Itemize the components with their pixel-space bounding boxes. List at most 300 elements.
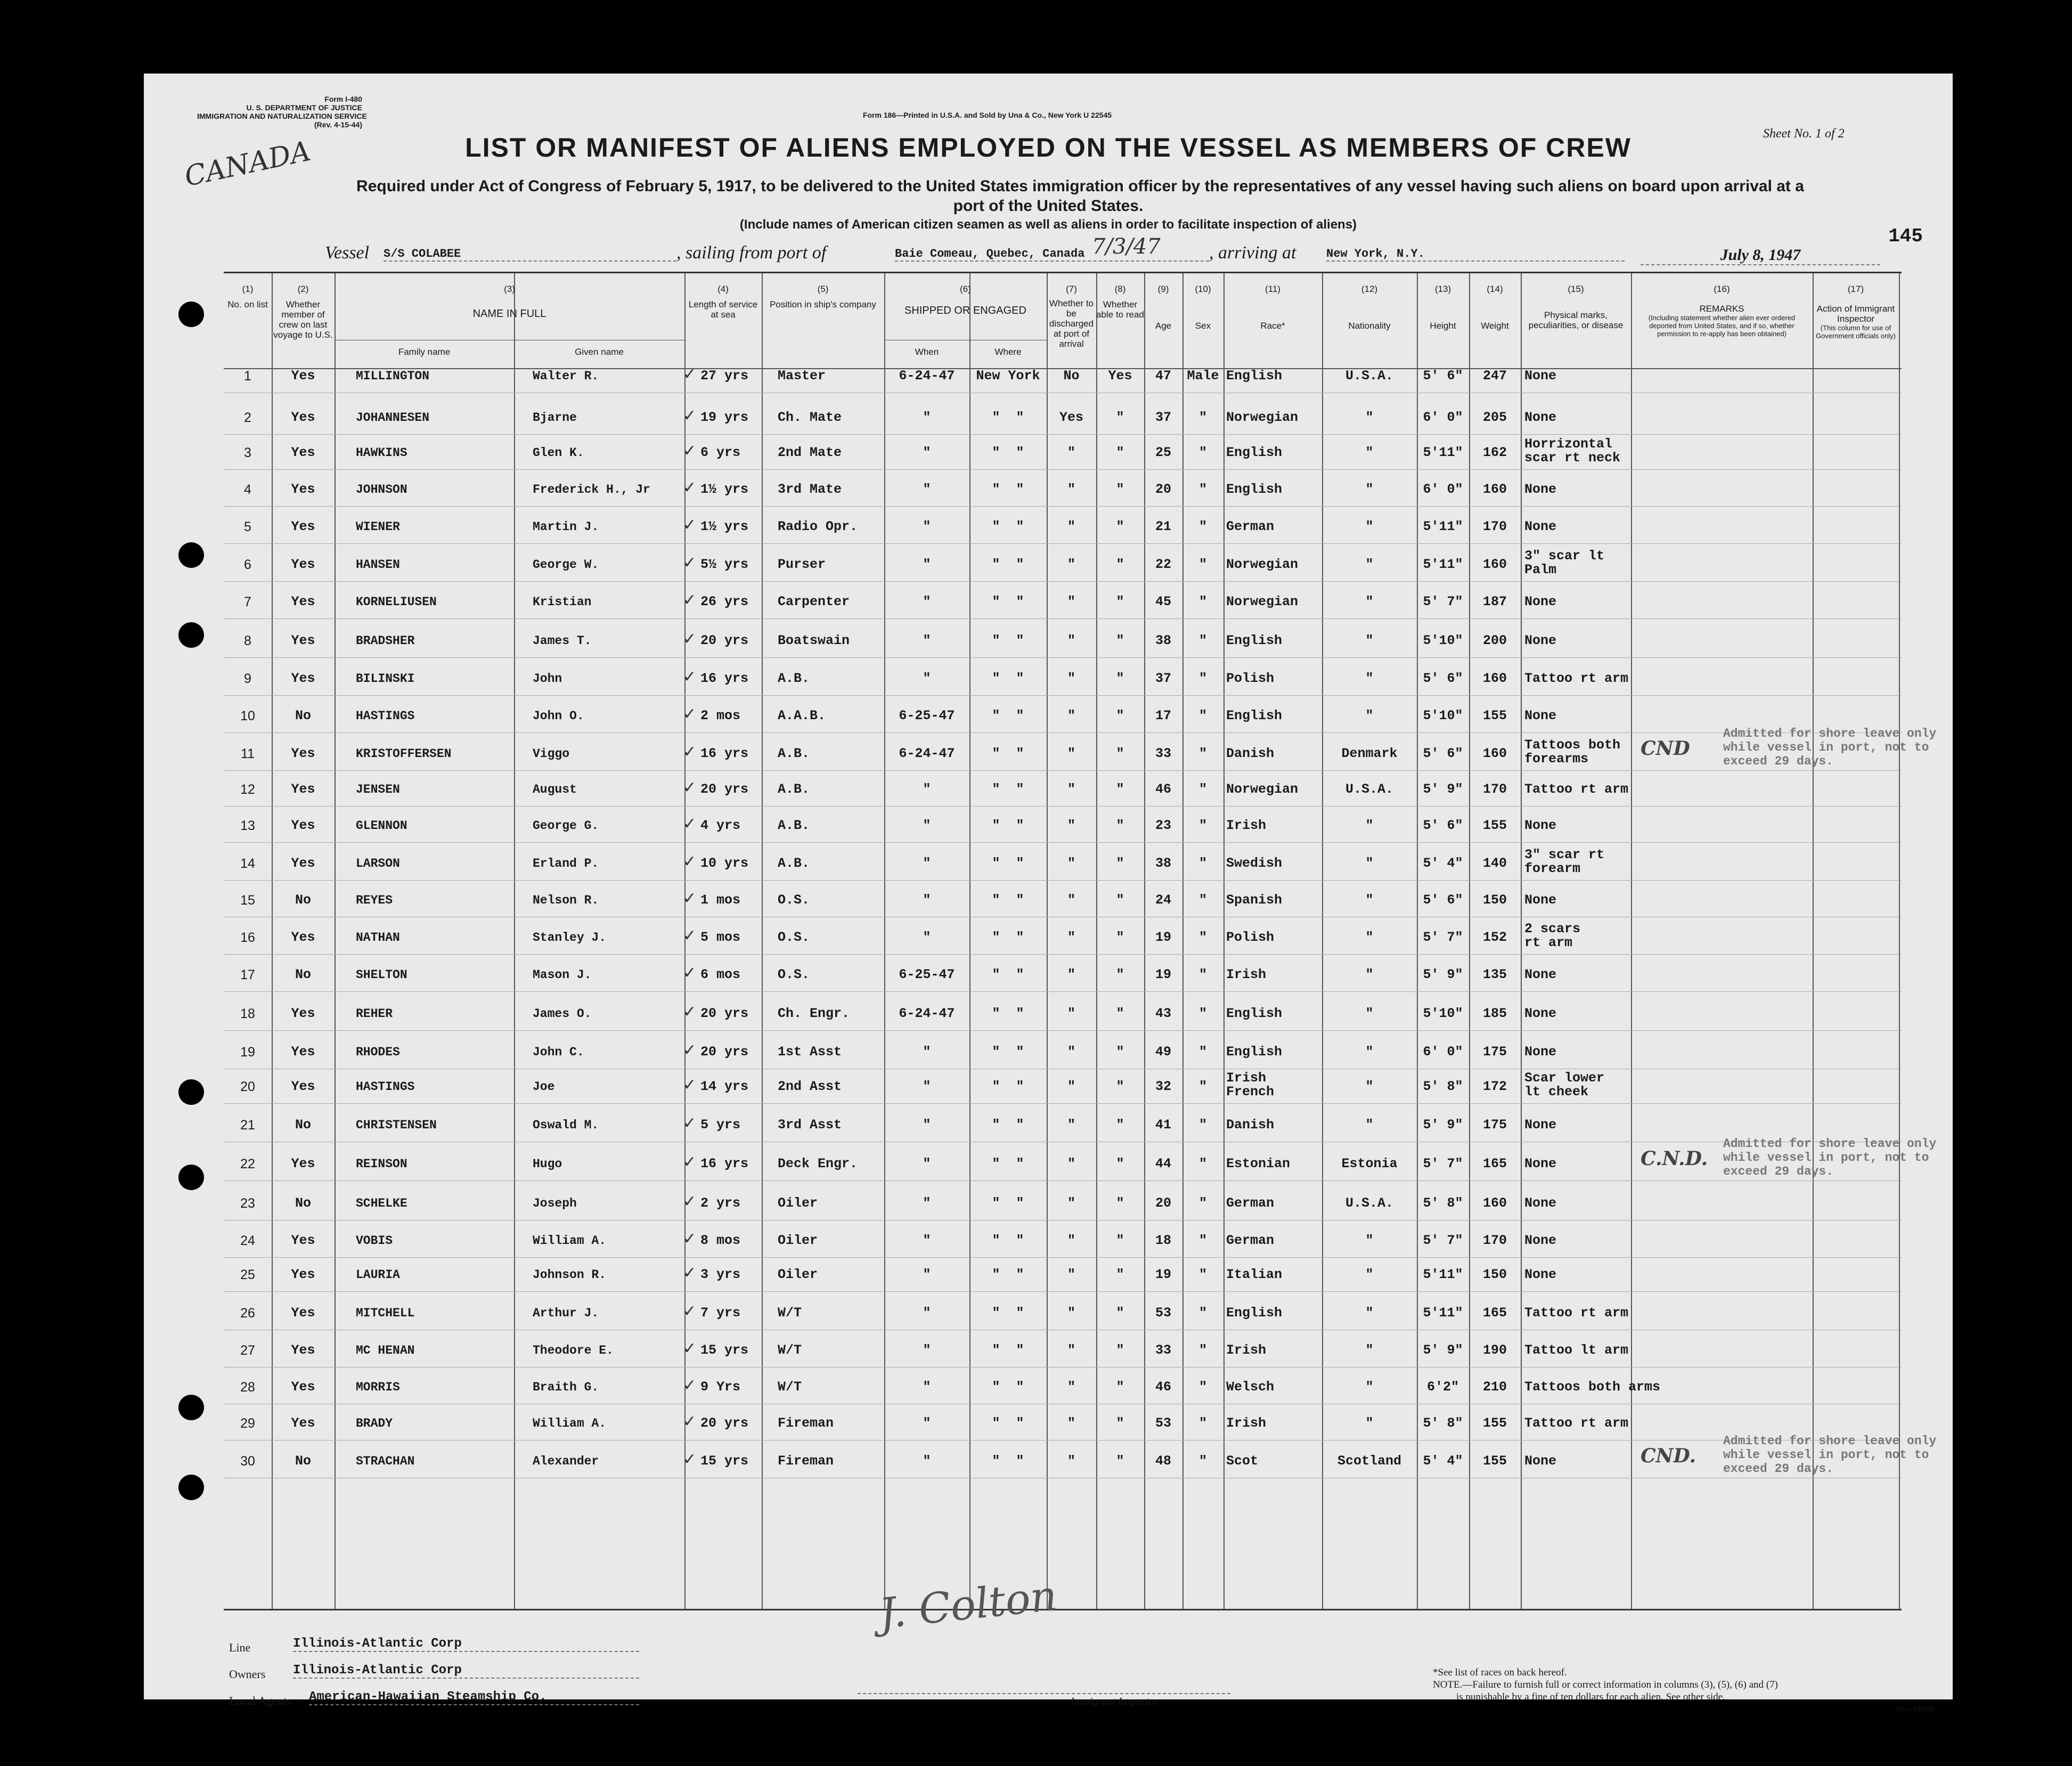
check-mark: ✓ (683, 926, 697, 945)
row-number: 7 (244, 595, 251, 609)
punch-hole (178, 1395, 204, 1420)
physical-marks: None (1524, 482, 1557, 497)
given-name: Glen K. (533, 446, 584, 460)
races-note: *See list of races on back hereof. (1433, 1667, 1567, 1678)
physical-marks: Scar lower lt cheek (1524, 1070, 1605, 1100)
service-length: 20 yrs (700, 633, 749, 648)
family-name: BRADSHER (356, 634, 415, 648)
age: 19 (1155, 1267, 1171, 1282)
shipped-when: " (923, 1044, 931, 1060)
sex: " (1198, 445, 1207, 460)
shipped-when: 6-25-47 (899, 708, 955, 723)
discharged: " (1067, 482, 1075, 497)
discharged: " (1067, 633, 1075, 648)
shipped-where: New York (976, 368, 1040, 384)
row-number: 2 (244, 410, 251, 425)
check-mark: ✓ (683, 1153, 697, 1171)
physical-marks: None (1524, 708, 1557, 723)
physical-marks: None (1524, 633, 1557, 648)
service-length: 5½ yrs (700, 557, 749, 572)
shipped-when: 6-24-47 (899, 368, 955, 384)
row-number: 24 (240, 1233, 255, 1248)
given-name: James O. (533, 1007, 592, 1021)
discharged: " (1067, 671, 1075, 686)
form-identifier-block (197, 95, 367, 129)
vessel-label: Vessel (325, 243, 370, 263)
header-col-9: (9) Age (1155, 284, 1172, 331)
punch-hole (178, 302, 204, 327)
age: 25 (1155, 445, 1171, 460)
physical-marks: Horrizontal scar rt neck (1524, 436, 1621, 466)
header-col-11: (11) Race* (1260, 284, 1285, 331)
discharged: " (1067, 1195, 1075, 1211)
given-name: Bjarne (533, 411, 577, 425)
age: 33 (1155, 1342, 1171, 1358)
sex: " (1198, 1267, 1207, 1282)
nationality: " (1365, 1305, 1374, 1321)
position: Deck Engr. (778, 1156, 858, 1171)
able-to-read: " (1116, 671, 1124, 686)
family-name: GLENNON (356, 819, 407, 833)
page-title: LIST OR MANIFEST OF ALIENS EMPLOYED ON THE VESSEL AS MEMBERS OF CREW (465, 133, 1632, 162)
service-length: 10 yrs (700, 856, 749, 871)
position: W/T (778, 1379, 802, 1395)
height: 5' 7" (1423, 594, 1463, 609)
family-name: REHER (356, 1007, 393, 1021)
height: 5' 9" (1423, 1342, 1463, 1358)
physical-marks: None (1524, 1233, 1557, 1248)
height: 5' 6" (1423, 892, 1463, 908)
last-voyage: Yes (291, 445, 315, 460)
shipped-where: " " (992, 410, 1024, 425)
shipped-when: " (923, 818, 931, 833)
row-number: 11 (241, 746, 255, 761)
physical-marks: Tattoos both arms (1524, 1379, 1661, 1395)
service-length: 19 yrs (700, 410, 749, 425)
check-mark: ✓ (683, 554, 697, 572)
age: 37 (1155, 410, 1171, 425)
given-name: Kristian (533, 595, 592, 609)
form-code: 16—19349 (1895, 1705, 1934, 1714)
position: Oiler (778, 1233, 818, 1248)
family-name: JENSEN (356, 783, 400, 796)
discharged: " (1067, 1233, 1075, 1248)
nationality: " (1365, 930, 1374, 945)
nationality: " (1365, 410, 1374, 425)
row-number: 25 (240, 1267, 255, 1282)
line-label: Line (229, 1641, 251, 1654)
height: 5'10" (1423, 1006, 1463, 1021)
check-mark: ✓ (683, 852, 697, 871)
shipped-where: " " (992, 1233, 1024, 1248)
row-number: 15 (240, 893, 255, 908)
row-number: 16 (240, 930, 255, 945)
punch-hole (178, 1079, 204, 1105)
vessel-name: S/S COLABEE (384, 247, 676, 262)
weight: 162 (1482, 445, 1507, 460)
family-name: MORRIS (356, 1380, 400, 1394)
age: 38 (1155, 633, 1171, 648)
age: 46 (1155, 1379, 1171, 1395)
service-length: 1 mos (700, 892, 741, 908)
discharged: " (1067, 1267, 1075, 1282)
family-name: HANSEN (356, 558, 400, 572)
arrival-port: New York, N.Y. (1326, 247, 1625, 262)
discharged: " (1067, 1079, 1075, 1094)
service-length: 15 yrs (700, 1453, 749, 1469)
sex: " (1198, 1117, 1207, 1133)
able-to-read: " (1116, 818, 1124, 833)
shipped-where: " " (992, 856, 1024, 871)
sex: " (1198, 930, 1207, 945)
revision: (Rev. 4-15-44) (314, 120, 362, 129)
position: O.S. (778, 892, 810, 908)
shipped-when: " (923, 482, 931, 497)
height: 5'11" (1423, 1267, 1463, 1282)
given-name: William A. (533, 1234, 607, 1248)
sailing-label: , sailing from port of (676, 243, 827, 263)
header-col-15: (15) Physical marks, peculiarities, or disease (1528, 284, 1624, 330)
position: W/T (778, 1342, 802, 1358)
discharged: " (1067, 1305, 1075, 1321)
discharged: " (1067, 1342, 1075, 1358)
height: 5' 6" (1423, 368, 1463, 384)
weight: 160 (1482, 746, 1507, 761)
able-to-read: " (1116, 746, 1124, 761)
given-name: Theodore E. (533, 1344, 614, 1357)
punch-hole (178, 542, 204, 568)
position: A.B. (778, 746, 810, 761)
check-mark: ✓ (683, 668, 697, 686)
race: Norwegian (1226, 782, 1299, 797)
able-to-read: " (1116, 633, 1124, 648)
row-number: 28 (240, 1380, 255, 1395)
row-number: 10 (240, 709, 255, 723)
last-voyage: Yes (291, 782, 315, 797)
discharged: " (1067, 930, 1075, 945)
last-voyage: Yes (291, 746, 315, 761)
position: 3rd Asst (778, 1117, 842, 1133)
position: 2nd Mate (778, 445, 842, 460)
given-name: Braith G. (533, 1380, 599, 1394)
sex: " (1198, 856, 1207, 871)
able-to-read: " (1116, 856, 1124, 871)
weight: 150 (1482, 892, 1507, 908)
weight: 190 (1482, 1342, 1507, 1358)
check-mark: ✓ (683, 442, 697, 460)
discharged: " (1067, 1415, 1075, 1431)
weight: 185 (1482, 1006, 1507, 1021)
sailing-port: Baie Comeau, Quebec, Canada (895, 247, 1209, 262)
row-number: 5 (244, 519, 251, 534)
nationality: Denmark (1341, 746, 1398, 761)
discharged: " (1067, 594, 1075, 609)
race: English (1226, 445, 1283, 460)
able-to-read: " (1116, 594, 1124, 609)
line-company: Illinois-Atlantic Corp (293, 1637, 639, 1652)
age: 17 (1155, 708, 1171, 723)
race: Irish (1226, 1342, 1267, 1358)
footer-notes (1433, 1666, 1934, 1715)
header-col-5: (5) Position in ship's company (770, 284, 876, 310)
sex: " (1198, 1079, 1207, 1094)
shipped-when: " (923, 1117, 931, 1133)
service-length: 6 mos (700, 967, 741, 982)
shipped-when: " (923, 1453, 931, 1469)
last-voyage: No (295, 892, 311, 908)
last-voyage: No (295, 1117, 311, 1133)
family-name: BILINSKI (356, 672, 415, 686)
nationality: " (1365, 1379, 1374, 1395)
shipped-where: " " (992, 1342, 1024, 1358)
row-number: 19 (240, 1045, 255, 1060)
weight: 165 (1482, 1305, 1507, 1321)
last-voyage: No (295, 1195, 311, 1211)
shipped-when: 6-25-47 (899, 967, 955, 982)
nationality: " (1365, 1006, 1374, 1021)
race: Danish (1226, 1117, 1275, 1133)
inspector-signature: J. Colton (877, 1572, 1059, 1639)
weight: 155 (1482, 1453, 1507, 1469)
row-number: 22 (240, 1157, 255, 1171)
position: Oiler (778, 1267, 818, 1282)
height: 5'11" (1423, 519, 1463, 534)
family-name: LARSON (356, 857, 400, 870)
age: 46 (1155, 782, 1171, 797)
weight: 170 (1482, 782, 1507, 797)
weight: 172 (1482, 1079, 1507, 1094)
sex: " (1198, 1305, 1207, 1321)
weight: 155 (1482, 818, 1507, 833)
shipped-where: " " (992, 708, 1024, 723)
check-mark: ✓ (683, 1041, 697, 1060)
age: 19 (1155, 967, 1171, 982)
age: 49 (1155, 1044, 1171, 1060)
age: 19 (1155, 930, 1171, 945)
family-name: MILLINGTON (356, 369, 430, 383)
row-number: 4 (244, 482, 251, 497)
race: Swedish (1226, 856, 1283, 871)
position: W/T (778, 1305, 802, 1321)
able-to-read: " (1116, 1117, 1124, 1133)
shipped-where: " " (992, 1044, 1024, 1060)
shipped-where: " " (992, 930, 1024, 945)
sex: " (1198, 410, 1207, 425)
race: Irish (1226, 1415, 1267, 1431)
sex: " (1198, 594, 1207, 609)
discharged: " (1067, 1117, 1075, 1133)
weight: 152 (1482, 930, 1507, 945)
weight: 187 (1482, 594, 1507, 609)
able-to-read: " (1116, 1379, 1124, 1395)
age: 18 (1155, 1233, 1171, 1248)
weight: 205 (1482, 410, 1507, 425)
position: Fireman (778, 1453, 834, 1469)
physical-marks: Tattoo rt arm (1524, 1415, 1629, 1431)
physical-marks: None (1524, 1044, 1557, 1060)
shipped-when: " (923, 1195, 931, 1211)
shipped-where: " " (992, 967, 1024, 982)
check-mark: ✓ (683, 591, 697, 609)
age: 41 (1155, 1117, 1171, 1133)
nationality: " (1365, 967, 1374, 982)
given-name: Erland P. (533, 857, 599, 870)
family-name: VOBIS (356, 1234, 393, 1248)
race: Norwegian (1226, 410, 1299, 425)
sheet-number: Sheet No. 1 of 2 (1763, 127, 1845, 141)
able-to-read: " (1116, 1267, 1124, 1282)
position: A.B. (778, 671, 810, 686)
able-to-read: " (1116, 892, 1124, 908)
weight: 200 (1482, 633, 1507, 648)
able-to-read: " (1116, 1233, 1124, 1248)
check-mark: ✓ (683, 1412, 697, 1431)
shipped-where: " " (992, 746, 1024, 761)
physical-marks: None (1524, 519, 1557, 534)
last-voyage: Yes (291, 1379, 315, 1395)
sex: Male (1187, 368, 1219, 384)
nationality: " (1365, 1233, 1374, 1248)
shipped-where: " " (992, 782, 1024, 797)
voyage-line (325, 234, 1870, 266)
nationality: " (1365, 519, 1374, 534)
race: English (1226, 633, 1283, 648)
able-to-read: " (1116, 557, 1124, 572)
service-length: 20 yrs (700, 782, 749, 797)
family-name: BRADY (356, 1417, 393, 1430)
shore-leave-remark: Admitted for shore leave only while vessel in port, not to exceed 29 days. (1723, 1434, 1937, 1476)
check-mark: ✓ (683, 1114, 697, 1133)
sex: " (1198, 1453, 1207, 1469)
position: Boatswain (778, 633, 850, 648)
header-col-13: (13) Height (1430, 284, 1456, 331)
discharged: " (1067, 519, 1075, 534)
owners-label: Owners (229, 1667, 266, 1681)
family-name: NATHAN (356, 931, 400, 945)
height: 5'11" (1423, 445, 1463, 460)
able-to-read: " (1116, 930, 1124, 945)
discharged: " (1067, 1156, 1075, 1171)
position: Ch. Mate (778, 410, 842, 425)
service-length: 20 yrs (700, 1415, 749, 1431)
sailing-date-handwritten: 7/3/47 (1092, 234, 1161, 259)
race: Italian (1226, 1267, 1283, 1282)
age: 38 (1155, 856, 1171, 871)
check-mark: ✓ (683, 1264, 697, 1282)
age: 20 (1155, 482, 1171, 497)
family-name: SHELTON (356, 968, 407, 982)
physical-marks: None (1524, 1195, 1557, 1211)
height: 5' 4" (1423, 1453, 1463, 1469)
family-name: REINSON (356, 1157, 407, 1171)
family-name: LAURIA (356, 1268, 400, 1282)
shipped-where: " " (992, 557, 1024, 572)
height: 5' 6" (1423, 746, 1463, 761)
header-family-name: Family name (398, 347, 451, 357)
nationality: " (1365, 594, 1374, 609)
height: 5' 7" (1423, 930, 1463, 945)
nationality: " (1365, 633, 1374, 648)
able-to-read: " (1116, 1453, 1124, 1469)
height: 5' 8" (1423, 1415, 1463, 1431)
given-name: Walter R. (533, 369, 599, 383)
position: Master (778, 368, 826, 384)
check-mark: ✓ (683, 964, 697, 982)
arriving-label: , arriving at (1209, 243, 1296, 263)
family-name: HAWKINS (356, 446, 407, 460)
given-name: Nelson R. (533, 893, 599, 907)
height: 5'10" (1423, 633, 1463, 648)
sex: " (1198, 671, 1207, 686)
sex: " (1198, 482, 1207, 497)
sex: " (1198, 746, 1207, 761)
row-number: 3 (244, 445, 251, 460)
sex: " (1198, 967, 1207, 982)
header-col-14: (14) Weight (1481, 284, 1509, 331)
service-length: 4 yrs (700, 818, 741, 833)
check-mark: ✓ (683, 1192, 697, 1211)
shipped-where: " " (992, 1453, 1024, 1469)
service-length: 5 mos (700, 930, 741, 945)
shipped-when: " (923, 1415, 931, 1431)
family-name: KORNELIUSEN (356, 595, 437, 609)
given-name: Frederick H., Jr (533, 483, 650, 497)
position: A.A.B. (778, 708, 826, 723)
nationality: " (1365, 445, 1374, 460)
sex: " (1198, 519, 1207, 534)
family-name: REYES (356, 893, 393, 907)
physical-marks: None (1524, 892, 1557, 908)
check-mark: ✓ (683, 1339, 697, 1358)
nationality: " (1365, 671, 1374, 686)
check-mark: ✓ (683, 630, 697, 648)
service-length: 2 yrs (700, 1195, 741, 1211)
shipped-where: " " (992, 1117, 1024, 1133)
shipped-where: " " (992, 445, 1024, 460)
service-length: 3 yrs (700, 1267, 741, 1282)
given-name: Alexander (533, 1454, 599, 1468)
service-length: 16 yrs (700, 1156, 749, 1171)
service-length: 26 yrs (700, 594, 749, 609)
sex: " (1198, 1195, 1207, 1211)
page-number-145: 145 (1888, 225, 1923, 247)
family-name: KRISTOFFERSEN (356, 747, 452, 761)
service-length: 9 Yrs (700, 1379, 741, 1395)
age: 44 (1155, 1156, 1171, 1171)
age: 37 (1155, 671, 1171, 686)
family-name: JOHNSON (356, 483, 407, 497)
row-number: 1 (244, 369, 251, 384)
handwritten-canada: CANADA (182, 135, 314, 193)
physical-marks: 2 scars rt arm (1524, 921, 1581, 950)
header-col-16: (16) REMARKS (Including statement whether alien ever ordered deported from United States, and if so, whether permission to re-apply has been obtained) (1648, 284, 1796, 338)
nationality: " (1365, 708, 1374, 723)
row-number: 14 (240, 856, 255, 871)
discharged: " (1067, 856, 1075, 871)
nationality: U.S.A. (1345, 368, 1393, 384)
last-voyage: Yes (291, 1267, 315, 1282)
last-voyage: Yes (291, 482, 315, 497)
check-mark: ✓ (683, 365, 697, 384)
discharged: Yes (1059, 410, 1083, 425)
age: 45 (1155, 594, 1171, 609)
sex: " (1198, 1006, 1207, 1021)
nationality: " (1365, 1342, 1374, 1358)
service-length: 6 yrs (700, 445, 741, 460)
last-voyage: Yes (291, 557, 315, 572)
nationality: U.S.A. (1345, 1195, 1393, 1211)
crew-manifest-table (224, 272, 1937, 1610)
